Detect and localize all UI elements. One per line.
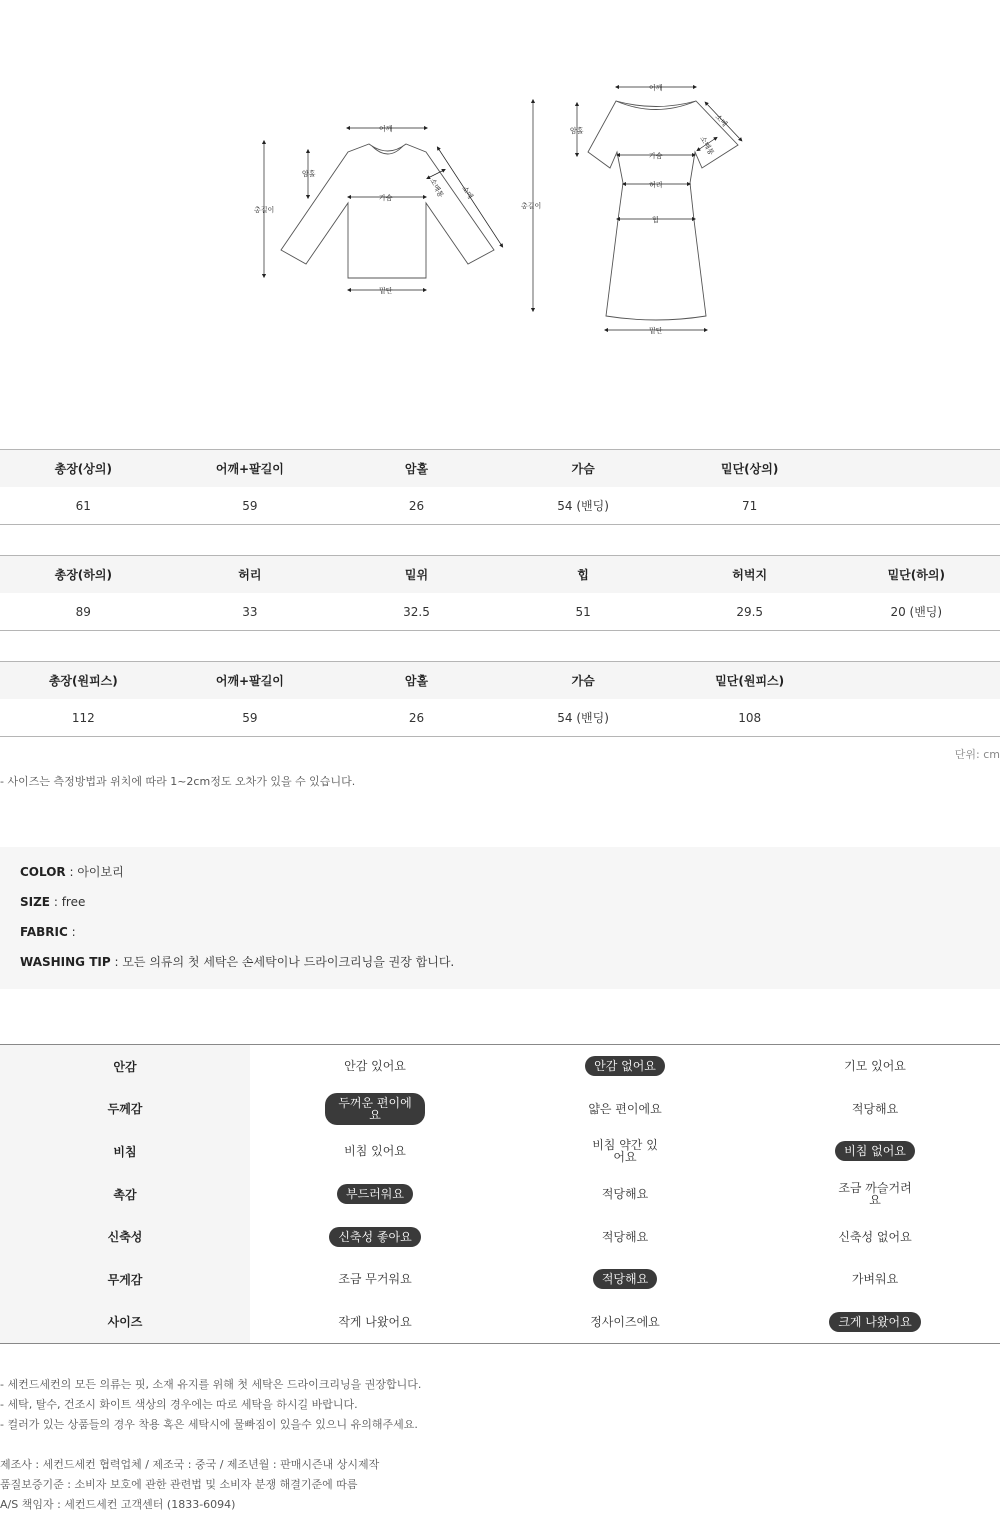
dress-sleeve-width-label: 소매통 [698,135,716,157]
size-header-cell: 총장(하의) [54,568,112,582]
maker-note: 제조사 : 세컨드세컨 협력업체 / 제조국 : 중국 / 제조년월 : 판매시즌내 상시제작 [0,1458,380,1471]
size-header-cell: 밑단(상의) [721,462,779,476]
feel-option: 작게 나왔어요 [338,1314,412,1329]
feel-option-cell [500,1088,750,1131]
size-table-top [0,449,1000,525]
size-header-cell: 밑단(원피스) [715,674,785,688]
feel-option-selected: 크게 나왔어요 [829,1312,920,1332]
feel-row [0,1173,1000,1216]
feel-option: 적당해요 [851,1101,899,1116]
size-value-cell: 59 [242,498,258,513]
info-color-line [20,865,980,895]
info-key: FABRIC [20,925,68,939]
feel-option: 비침 약간 있어요 [592,1138,658,1165]
size-table-value-row [0,699,1000,736]
feel-row [0,1045,1000,1088]
size-header-cell: 총장(원피스) [48,674,118,688]
size-value-cell: 51 [575,604,591,619]
top-shoulder-label: 어깨 [379,125,393,133]
dress-drawing [588,101,738,320]
dress-hem-label: 밑단 [649,327,663,335]
feel-option: 안감 있어요 [344,1059,406,1074]
size-header-cell: 암홀 [404,674,429,688]
maker-note: A/S 책임자 : 세컨드세컨 고객센터 (1833-6094) [0,1498,236,1511]
unit-label: 단위: cm [954,748,1000,761]
feel-label: 비침 [0,1130,250,1173]
size-header-cell: 어깨+팔길이 [215,674,284,688]
size-value-cell: 32.5 [403,604,430,619]
feel-option: 조금 무거워요 [338,1272,412,1287]
feel-option-cell [250,1173,500,1216]
feel-option-cell [500,1258,750,1301]
size-header-cell: 가슴 [571,674,595,688]
dress-total-length-label: 총길이 [521,202,542,210]
size-header-cell: 밑위 [404,568,429,582]
care-note: - 컬러가 있는 상품들의 경우 착용 혹은 세탁시에 물빠짐이 있을수 있으니 유의해주세요. [0,1418,418,1431]
size-value-cell: 20 (밴딩) [890,605,943,619]
feel-option-cell [500,1130,750,1173]
feel-option-cell [250,1130,500,1173]
size-value-cell: 54 (밴딩) [557,499,609,513]
feel-option: 적당해요 [601,1229,649,1244]
feel-label: 사이즈 [0,1301,250,1344]
size-header-cell: 가슴 [571,462,595,476]
size-table-bottom [0,555,1000,631]
feel-option-cell [750,1045,1000,1088]
feel-option-selected: 비침 없어요 [835,1141,915,1161]
care-note: - 세컨드세컨의 모든 의류는 핏, 소재 유지를 위해 첫 세탁은 드라이크리닝을 권장합니다. [0,1378,422,1391]
care-note: - 세탁, 탈수, 건조시 화이트 색상의 경우에는 따로 세탁을 하시길 바랍니다. [0,1398,358,1411]
size-header-cell: 허리 [238,568,262,582]
feel-option-cell [250,1215,500,1258]
feel-option-cell [750,1173,1000,1216]
info-key: SIZE [20,895,51,909]
info-key: COLOR [20,865,66,879]
feel-option: 적당해요 [601,1187,649,1202]
feel-option-cell [750,1130,1000,1173]
info-fabric-line [20,925,980,955]
product-info-box [0,847,1000,989]
size-table-header-row [0,556,1000,593]
feel-option-selected: 안감 없어요 [585,1056,665,1076]
feel-option-cell [750,1215,1000,1258]
size-value-cell: 59 [242,710,258,725]
size-value-cell: 26 [408,710,425,725]
feel-option-cell [500,1173,750,1216]
diagram-svg [0,0,1000,420]
info-key: WASHING TIP [20,955,111,969]
feel-option-cell [250,1045,500,1088]
top-sleeve-width-label: 소매통 [428,177,445,199]
size-value-cell: 71 [742,498,758,513]
feel-row [0,1215,1000,1258]
dress-measure-lines [533,87,741,330]
care-notes [0,1375,421,1435]
info-value: : 모든 의류의 첫 세탁은 손세탁이나 드라이크리닝을 권장 합니다. [110,955,455,969]
feel-option: 기모 있어요 [844,1059,906,1074]
feel-option: 가벼워요 [851,1272,899,1287]
feel-option-selected: 부드러워요 [337,1184,413,1204]
feel-option: 얇은 편이에요 [588,1101,662,1116]
feel-label: 무게감 [0,1258,250,1301]
info-value: : [67,925,76,939]
feel-option-selected: 두꺼운 편이에요 [325,1093,425,1125]
feel-option-cell [500,1215,750,1258]
feel-label: 두께감 [0,1088,250,1131]
feel-option-cell [500,1301,750,1344]
top-armhole-label: 암홀 [302,170,316,178]
size-note: - 사이즈는 측정방법과 위치에 따라 1~2cm정도 오차가 있을 수 있습니다. [0,775,356,788]
dress-sleeve-label: 소매 [713,112,729,129]
size-value-cell: 26 [408,498,425,513]
dress-hip-label: 힙 [652,216,659,224]
top-measure-lines [264,128,502,290]
info-value: : free [50,895,86,909]
feel-label: 안감 [0,1045,250,1088]
maker-notes [0,1455,379,1514]
size-table-value-row [0,593,1000,630]
top-hem-label: 밑단 [379,287,393,295]
size-header-cell: 힙 [577,568,589,582]
size-table-header-row [0,450,1000,487]
size-value-cell: 112 [71,710,95,725]
feel-option: 비침 있어요 [344,1144,406,1159]
info-value: : 아이보리 [65,865,124,879]
feel-option-cell [500,1045,750,1088]
dress-waist-label: 허리 [649,181,663,189]
feel-option-cell [250,1301,500,1344]
size-value-cell: 29.5 [736,604,764,619]
size-header-cell: 어깨+팔길이 [215,462,284,476]
feel-option-cell [750,1258,1000,1301]
measurement-diagram [0,0,1000,420]
feel-option: 조금 까슬거려요 [838,1181,912,1208]
top-total-length-label: 총길이 [254,206,275,214]
size-table-dress [0,661,1000,737]
feel-option-cell [750,1088,1000,1131]
top-chest-label: 가슴 [379,194,393,202]
fabric-feel-table [0,1044,1000,1344]
feel-option-selected: 적당해요 [593,1269,657,1289]
size-value-cell: 89 [75,604,91,619]
feel-option-cell [750,1301,1000,1344]
feel-label: 촉감 [0,1173,250,1216]
size-table-value-row [0,487,1000,524]
size-value-cell: 108 [738,710,762,725]
size-header-cell: 허벅지 [732,568,768,582]
info-washing-line [20,955,980,985]
feel-option-selected: 신축성 좋아요 [329,1227,420,1247]
info-size-line [20,895,980,925]
size-header-cell: 총장(상의) [54,462,112,476]
size-table-header-row [0,662,1000,699]
feel-row [0,1088,1000,1131]
feel-row [0,1258,1000,1301]
feel-option-cell [250,1258,500,1301]
dress-shoulder-label: 어깨 [649,84,663,92]
top-garment-drawing [281,144,494,278]
dress-armhole-label: 암홀 [570,127,584,135]
feel-option-cell [250,1088,500,1131]
feel-option: 신축성 없어요 [838,1229,912,1244]
maker-note: 품질보증기준 : 소비자 보호에 관한 관련법 및 소비자 분쟁 해결기준에 따름 [0,1478,358,1491]
size-value-cell: 61 [75,498,91,513]
feel-label: 신축성 [0,1215,250,1258]
feel-option: 정사이즈에요 [590,1314,660,1329]
size-value-cell: 33 [242,604,258,619]
dress-chest-label: 가슴 [649,152,663,160]
size-header-cell: 암홀 [404,462,429,476]
feel-row [0,1130,1000,1173]
feel-row [0,1301,1000,1344]
top-sleeve-label: 소매 [460,184,475,201]
size-header-cell: 밑단(하의) [887,568,945,582]
size-value-cell: 54 (밴딩) [557,711,609,725]
